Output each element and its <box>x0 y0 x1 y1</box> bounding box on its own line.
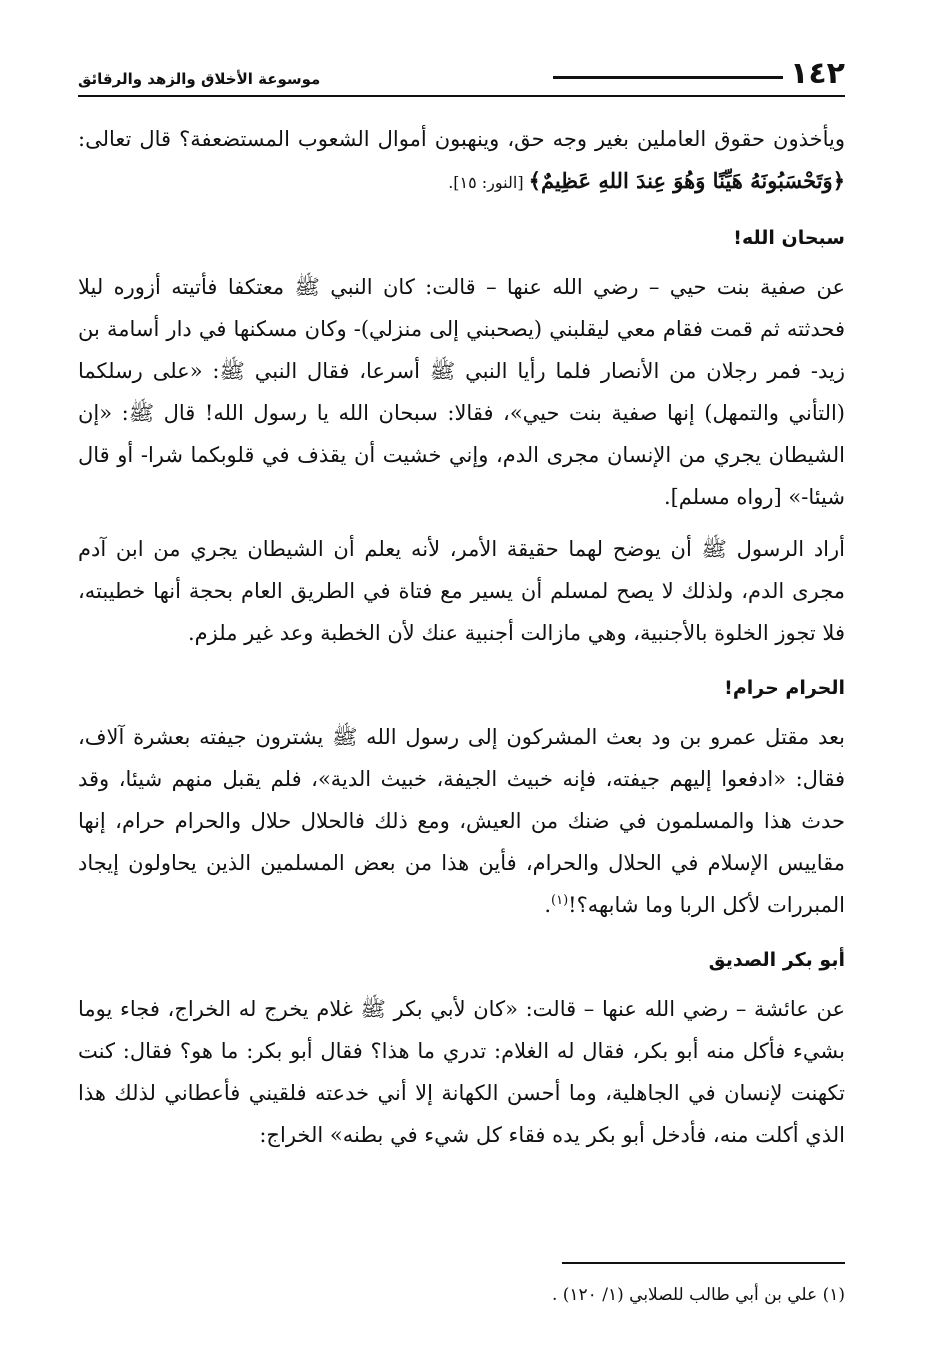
paragraph-amr-end: . <box>544 893 552 917</box>
book-title: موسوعة الأخلاق والزهد والرقائق <box>78 70 321 88</box>
quran-verse: ﴿وَتَحْسَبُونَهُ هَيِّنًا وَهُوَ عِندَ اللهِ عَظِيمٌ﴾ <box>528 168 845 193</box>
section-heading-subhan-allah: سبحان الله! <box>733 227 845 249</box>
footnote: (١) علي بن أبي طالب للصلابي (١/ ١٢٠) . <box>551 1285 845 1305</box>
section-heading-abu-bakr: أبو بكر الصديق <box>708 949 845 971</box>
header-divider <box>78 95 845 97</box>
verse-reference: [النور: ١٥]. <box>448 173 529 192</box>
page-body <box>78 118 845 1156</box>
paragraph-amr-ibn-wudd <box>78 716 845 926</box>
paragraph-aisha-hadith: عن عائشة – رضي الله عنها – قالت: «كان لأبي بكر ﷺ غلام يخرج له الخراج، فجاء يوما بشيء فأكل منه أبو بكر، فقال له الغلام: تدري ما هذا؟ فقال أبو بكر: ما هو؟ فقال: كنت تكهنت لإنسان في الجاهلية، وما أحسن الكهانة إلا أني خدعته فلقيني فأعطاني لذلك هذا الذي أكلت منه، فأدخل أبو بكر يده فقاء كل شيء في بطنه» الخراج: <box>78 997 845 1147</box>
running-header <box>78 56 845 96</box>
paragraph-commentary: أراد الرسول ﷺ أن يوضح لهما حقيقة الأمر، لأنه يعلم أن الشيطان يجري من ابن آدم مجرى الدم، ولذلك لا يصح لمسلم أن يسير مع فتاة في الطريق العام بحجة أنها خطيبته، فلا تجوز الخلوة بالأجنبية، وهي مازالت أجنبية عنك لأن الخطبة وعد غير ملزم. <box>78 537 845 645</box>
paragraph-intro-text: ويأخذون حقوق العاملين بغير وجه حق، وينهبون أموال الشعوب المستضعفة؟ قال تعالى: <box>78 127 845 151</box>
footnote-divider <box>562 1262 845 1264</box>
paragraph-safiyya-hadith: عن صفية بنت حيي – رضي الله عنها – قالت: كان النبي ﷺ معتكفا فأتيته أزوره ليلا فحدثته ثم قمت فقام معي ليقلبني (يصحبني إلى منزلي)- وكان مسكنها في دار أسامة بن زيد- فمر رجلان من الأنصار فلما رأيا النبي ﷺ أسرعا، فقال النبي ﷺ: «على رسلكما (التأني والتمهل) إنها صفية بنت حيي»، فقالا: سبحان الله يا رسول الله! قال ﷺ: «إن الشيطان يجري من الإنسان مجرى الدم، وإني خشيت أن يقذف في قلوبكما شرا- أو قال شيئا-» [رواه مسلم]. <box>78 275 845 509</box>
paragraph-intro <box>78 118 845 204</box>
page-number: ١٤٢ <box>790 56 845 91</box>
paragraph-amr-text: بعد مقتل عمرو بن ود بعث المشركون إلى رسول الله ﷺ يشترون جيفته بعشرة آلاف، فقال: «ادفعوا إليهم جيفته، فإنه خبيث الجيفة، خبيث الدية»، فلم يقبل منهم شيئا، وقد حدث هذا والمسلمون في ضنك من العيش، ومع ذلك فالحلال حلال والحرام حرام، إنها مقاييس الإسلام في الحلال والحرام، فأين هذا من بعض المسلمين الذين يحاولون إيجاد المبررات لأكل الربا وما شابهه؟! <box>78 725 845 917</box>
header-rule <box>553 76 783 79</box>
footnote-marker: (١) <box>551 893 569 908</box>
section-heading-haram: الحرام حرام! <box>724 677 845 699</box>
